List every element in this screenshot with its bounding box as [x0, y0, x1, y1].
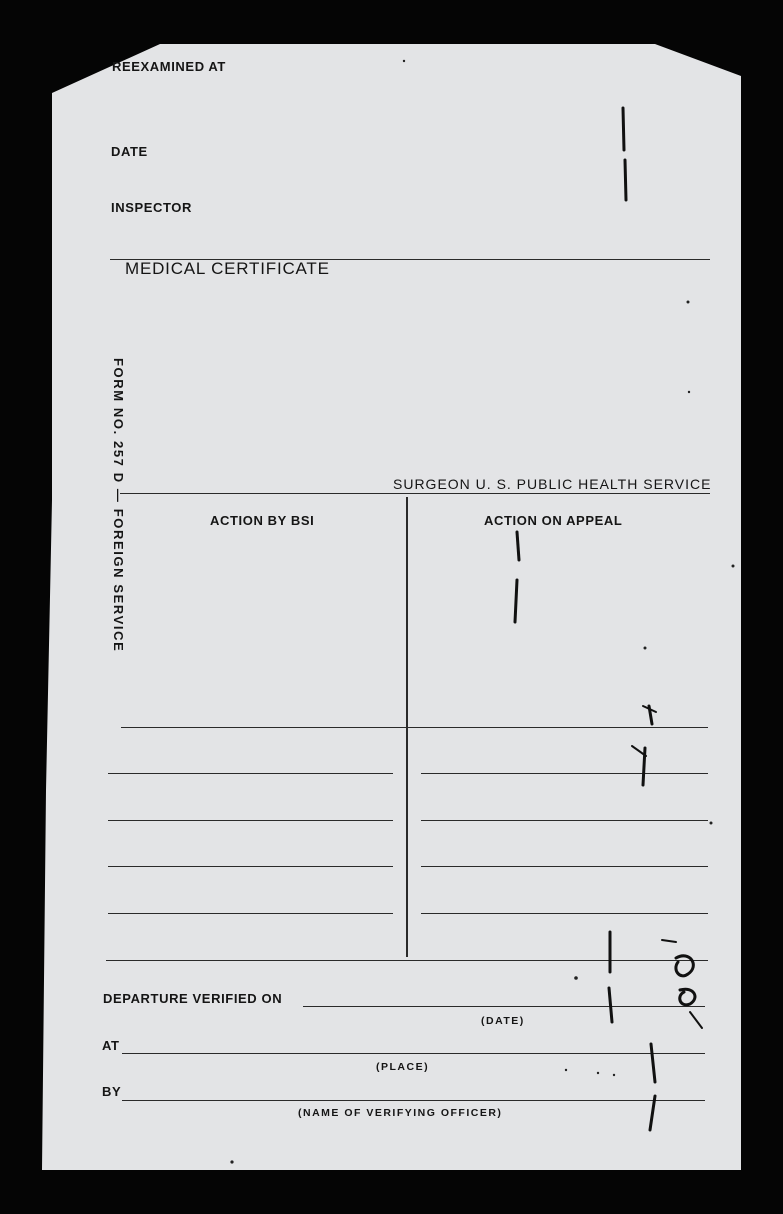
medical-certificate-heading: MEDICAL CERTIFICATE	[125, 259, 330, 278]
action-by-bsi-heading: ACTION BY BSI	[210, 513, 315, 528]
inspector-label: INSPECTOR	[111, 200, 193, 215]
date-caption: (DATE)	[481, 1015, 525, 1027]
surgeon-signature-label: SURGEON U. S. PUBLIC HEALTH SERVICE	[393, 476, 712, 492]
reexamined-at-label: REEXAMINED AT	[112, 59, 226, 74]
place-caption: (PLACE)	[376, 1061, 430, 1073]
by-label: BY	[102, 1084, 122, 1099]
action-on-appeal-heading: ACTION ON APPEAL	[484, 513, 623, 528]
at-label: AT	[102, 1038, 120, 1053]
departure-verified-label: DEPARTURE VERIFIED ON	[103, 991, 283, 1006]
date-label: DATE	[111, 144, 148, 159]
form-number-label: FORM NO. 257 D — FOREIGN SERVICE	[111, 358, 126, 653]
officer-caption: (NAME OF VERIFYING OFFICER)	[298, 1107, 503, 1119]
